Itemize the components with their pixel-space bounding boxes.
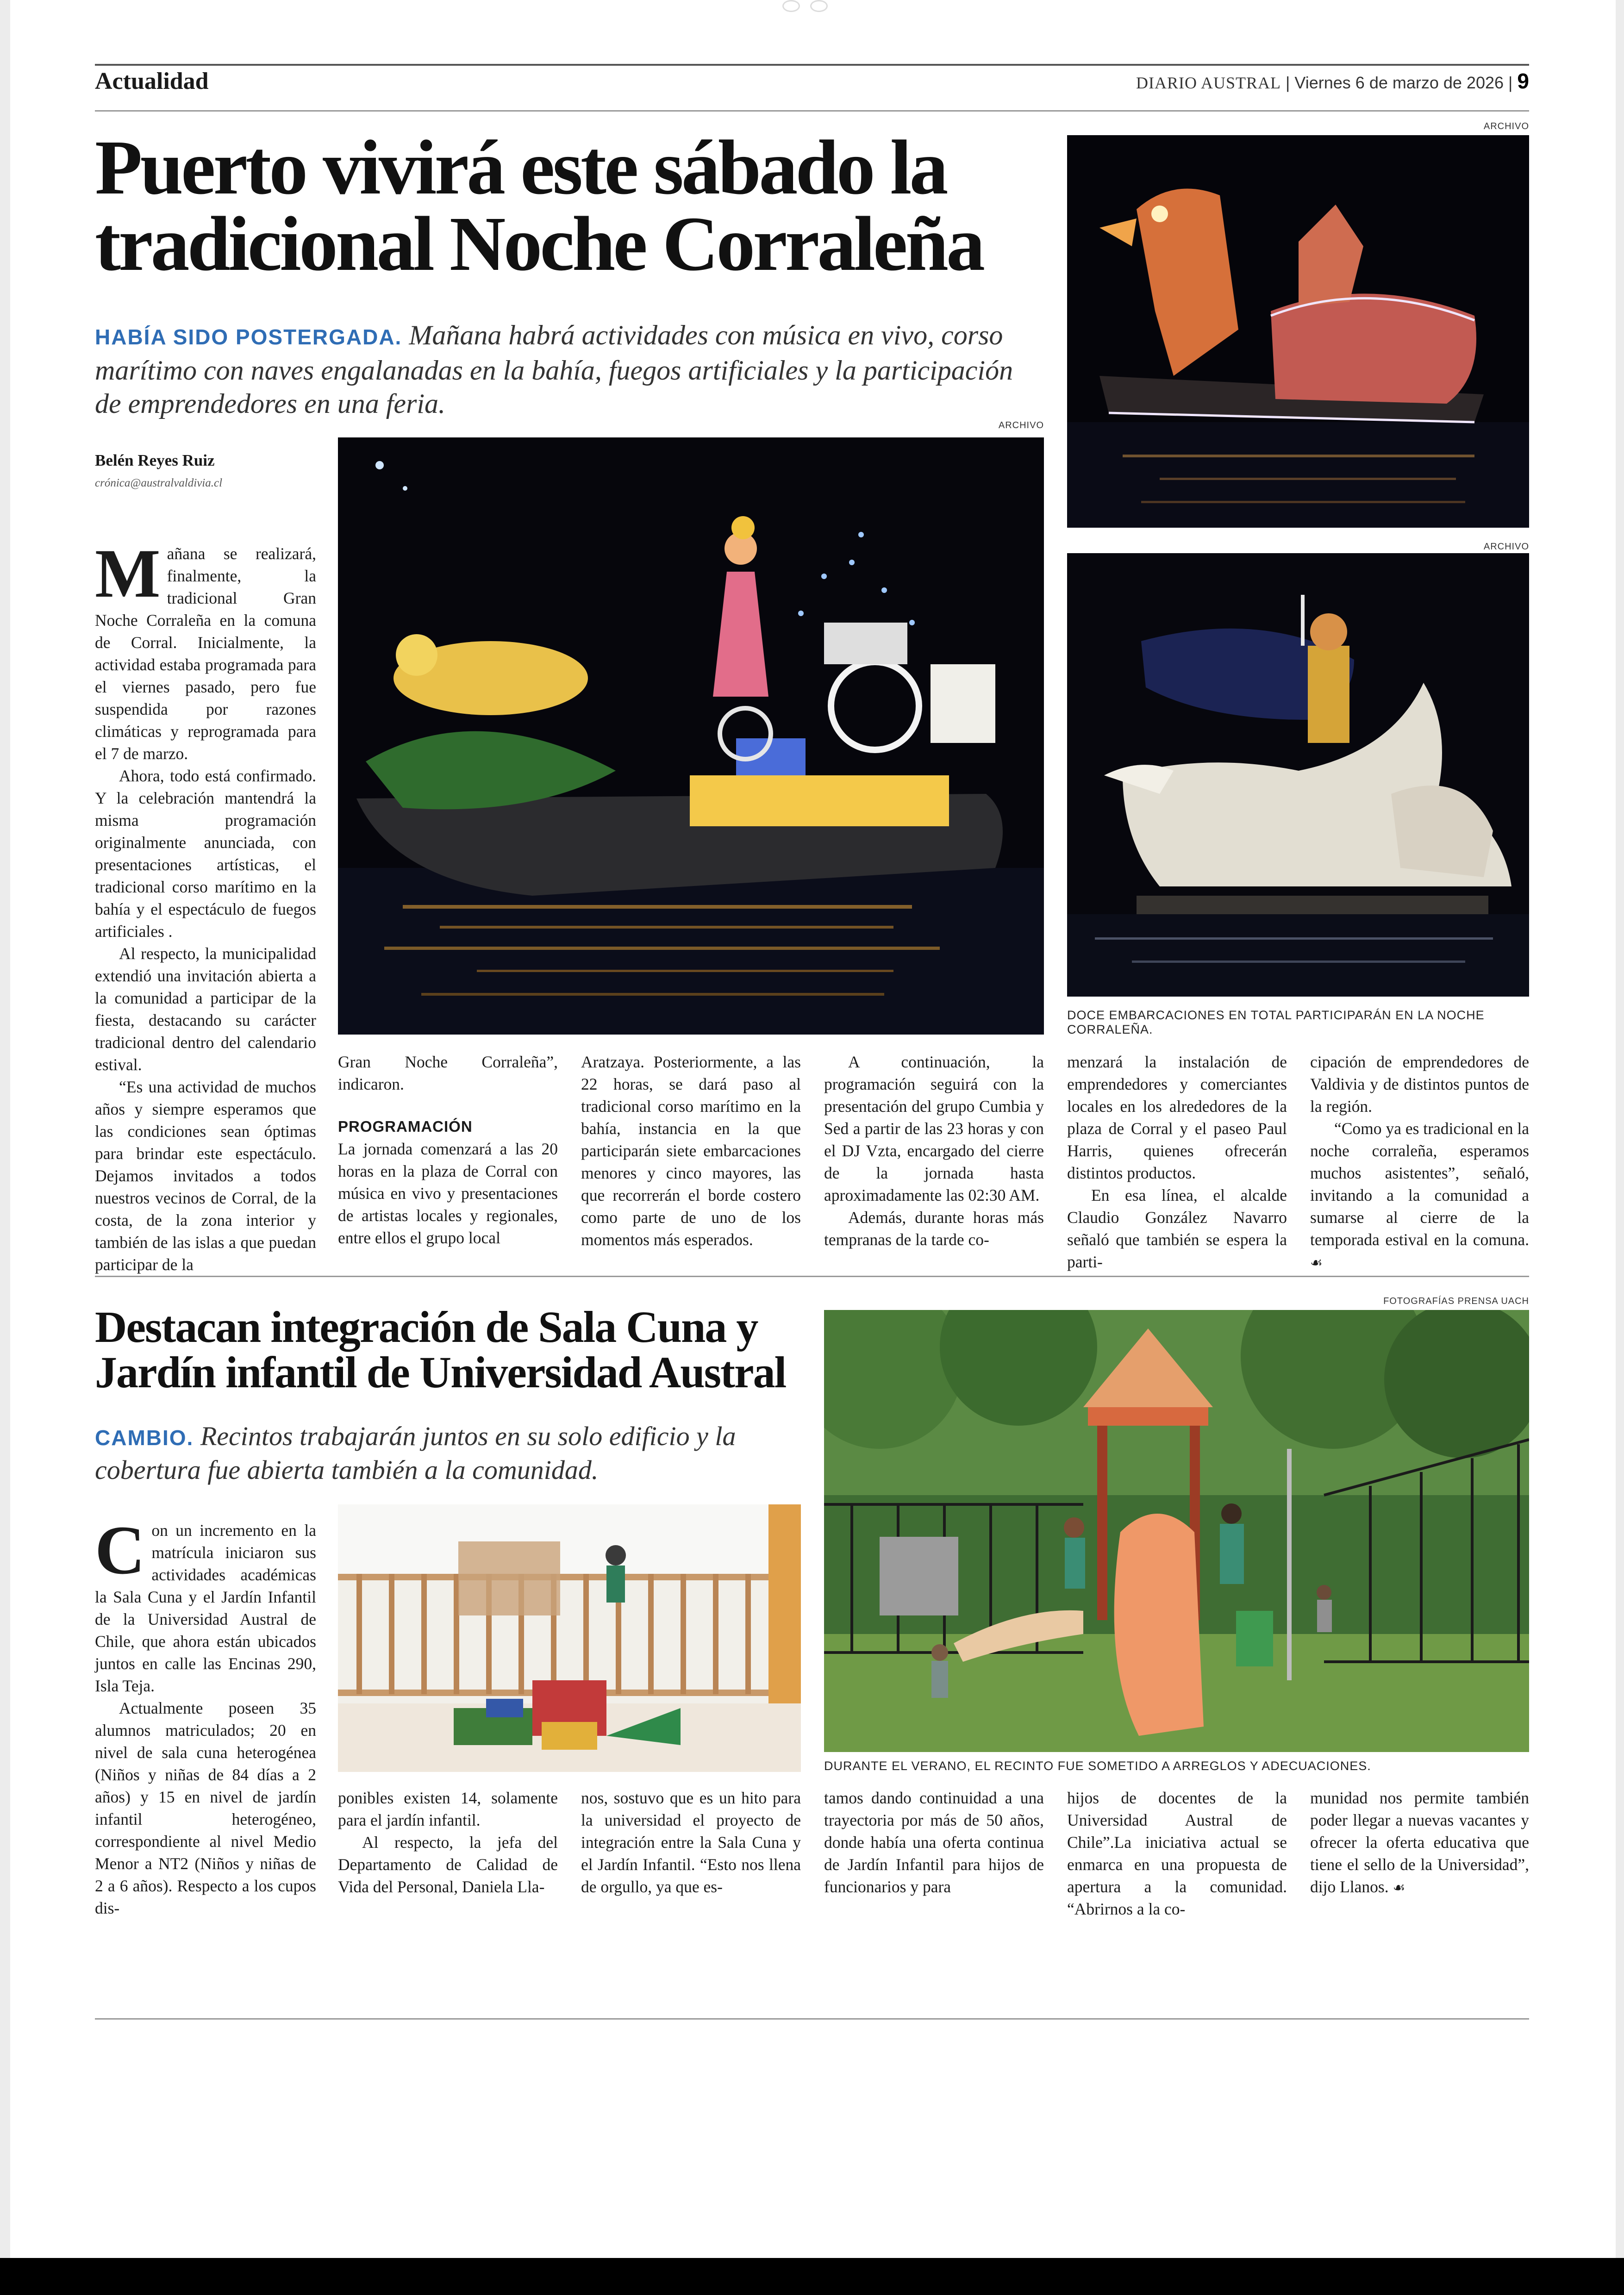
paragraph: Gran Noche Corraleña”, indicaron. xyxy=(338,1053,558,1093)
drop-cap: C xyxy=(95,1512,145,1589)
header-bottom-rule xyxy=(95,110,1529,112)
article-column-4 xyxy=(824,1787,1044,1898)
page-number: 9 xyxy=(1517,69,1529,93)
page-margin-right xyxy=(1616,0,1624,2268)
article-kicker: CAMBIO. xyxy=(95,1426,194,1450)
header-top-rule xyxy=(95,64,1529,66)
deck-text: Mañana habrá actividades con música en vivo, corso marítimo con naves engalanadas en la bahía, fuegos artificiales y la participación de emprendedores en una feria. xyxy=(95,320,1013,419)
photo-caption: DOCE EMBARCACIONES EN TOTAL PARTICIPARÁN EN LA NOCHE CORRALEÑA. xyxy=(1067,1008,1485,1036)
deck-text: Recintos trabajarán juntos en su solo edificio y la cobertura fue abierta también a la comunidad. xyxy=(95,1421,736,1485)
paragraph: hijos de docentes de la Universidad Austral de Chile”.La iniciativa actual se enmarca en una propuesta de apertura a la comunidad. “Abrirnos a la co- xyxy=(1067,1789,1287,1918)
masthead-separator: | xyxy=(1508,73,1513,92)
paragraph: nos, sostuvo que es un hito para la universidad el proyecto de integración entre la Sala Cuna y el Jardín Infantil. “Esto nos llena de orgullo, ya que es- xyxy=(581,1789,801,1896)
paper-name: DIARIO AUSTRAL xyxy=(1136,74,1281,92)
article-column-5 xyxy=(1067,1051,1287,1273)
photo-credit: ARCHIVO xyxy=(998,420,1044,430)
end-mark-icon: ☙ xyxy=(1393,1880,1405,1896)
dot-icon xyxy=(782,0,800,12)
masthead-separator: | xyxy=(1286,73,1290,92)
article-kicker: HABÍA SIDO POSTERGADA. xyxy=(95,325,402,349)
article-divider xyxy=(95,1276,1529,1277)
paragraph-text: munidad nos permite también poder llegar a nuevas vacantes y ofrecer la oferta educativa que tiene el sello de la Universidad”, dijo Llanos. xyxy=(1310,1789,1529,1896)
article-column-6 xyxy=(1310,1051,1529,1274)
boat-photo-bottom-right xyxy=(1067,553,1529,997)
paragraph: Ahora, todo está confirmado. Y la celebración mantendrá la misma programación originalmente anunciada, con presentaciones artísticas, el tradicional corso marítimo en la bahía y el espectáculo de fuegos artificiales . xyxy=(95,767,316,941)
article-column-2 xyxy=(338,1051,558,1249)
article-deck xyxy=(95,1420,817,1486)
paragraph xyxy=(1310,1787,1529,1899)
paragraph: cipación de emprendedores de Valdivia y de distintos puntos de la región. xyxy=(1310,1053,1529,1116)
classroom-photo-image xyxy=(338,1504,801,1772)
boat-photo-bottom-right-image xyxy=(1067,553,1529,997)
paragraph-text: on un incremento en la matrícula iniciaron sus actividades académicas la Sala Cuna y el Jardín Infantil de la Universidad Austral de Chile, que ahora están ubicados juntos en calle las Encinas 290, Isla Teja. xyxy=(95,1521,316,1695)
article-column-2 xyxy=(338,1787,558,1898)
page-margin-left xyxy=(0,0,10,2268)
article-column-5 xyxy=(1067,1787,1287,1920)
article-deck xyxy=(95,318,1044,420)
paragraph: Además, durante horas más tempranas de la tarde co- xyxy=(824,1208,1044,1249)
dot-icon xyxy=(810,0,828,12)
end-mark-icon: ☙ xyxy=(1310,1255,1323,1271)
paragraph xyxy=(1310,1117,1529,1274)
paragraph: “Es una actividad de muchos años y siempre esperamos que las condiciones sean óptimas para brindar este espectáculo. Dejamos invitados a todos nuestros vecinos de Corral, de la costa, de la zona interior y también de las islas a que puedan participar de la xyxy=(95,1078,316,1274)
paragraph: A continuación, la programación seguirá con la presentación del grupo Cumbia y Sed a partir de las 23 horas y con el DJ Vzta, encargado del cierre de la jornada hasta aproximadamente las 02:30 AM. xyxy=(824,1053,1044,1204)
photo-caption: DURANTE EL VERANO, EL RECINTO FUE SOMETIDO A ARREGLOS Y ADECUACIONES. xyxy=(824,1759,1371,1773)
boat-photo-main-image xyxy=(338,437,1044,1035)
playground-photo-image xyxy=(824,1310,1529,1752)
paragraph-text: “Como ya es tradicional en la noche corraleña, esperamos muchos asistentes”, señaló, invitando a la comunidad a sumarse al cierre de la temporada estival en la comuna. xyxy=(1310,1119,1529,1249)
section-label: Actualidad xyxy=(95,68,209,94)
boat-photo-top-right xyxy=(1067,135,1529,528)
boat-photo-main xyxy=(338,437,1044,1035)
photo-credit: ARCHIVO xyxy=(1483,542,1529,552)
paragraph xyxy=(95,1512,316,1697)
playground-photo xyxy=(824,1310,1529,1752)
section-subhead: PROGRAMACIÓN xyxy=(338,1118,473,1135)
photo-credit: ARCHIVO xyxy=(1483,121,1529,131)
article-headline: Puerto vivirá este sábado la tradicional Noche Corraleña xyxy=(95,125,983,287)
drop-cap: M xyxy=(95,535,161,612)
author-name: Belén Reyes Ruiz xyxy=(95,451,215,469)
article-column-3 xyxy=(581,1051,801,1251)
photo-credit: FOTOGRAFÍAS PRENSA UACH xyxy=(1383,1296,1529,1306)
boat-photo-top-right-image xyxy=(1067,135,1529,528)
paragraph: Aratzaya. Posteriormente, a las 22 horas, se dará paso al tradicional corso marítimo en la bahía, instancia en la que participarán siete embarcaciones menores y cinco mayores, las que recorrerán el borde costero como parte de uno de los momentos más esperados. xyxy=(581,1053,801,1249)
article-column-4 xyxy=(824,1051,1044,1251)
paragraph: Al respecto, la jefa del Departamento de Calidad de Vida del Personal, Daniela Lla- xyxy=(338,1833,558,1896)
paragraph-text: añana se realizará, finalmente, la tradicional Gran Noche Corraleña en la comuna de Corral. Inicialmente, la actividad estaba programada para el viernes pasado, pero fue suspendida por razones climáticas y reprogramada para el 7 de marzo. xyxy=(95,544,316,763)
paragraph: ponibles existen 14, solamente para el jardín infantil. xyxy=(338,1789,558,1829)
paragraph: tamos dando continuidad a una trayectoria por más de 50 años, donde había una oferta continua de Jardín Infantil para hijos de funcionarios y para xyxy=(824,1789,1044,1896)
masthead xyxy=(1136,69,1529,94)
article-headline: Destacan integración de Sala Cuna y Jardín infantil de Universidad Austral xyxy=(95,1302,786,1397)
issue-date: Viernes 6 de marzo de 2026 xyxy=(1294,73,1504,92)
author-email[interactable]: crónica@australvaldivia.cl xyxy=(95,477,223,489)
paragraph: Actualmente poseen 35 alumnos matriculados; 20 en nivel de sala cuna heterogénea (Niños y niñas de 84 días a 2 años) y 15 en nivel de jardín infantil heterogéneo, correspondiente al nivel Medio Menor a NT2 (Niños y niñas de 2 a 6 años). Respecto a los cupos dis- xyxy=(95,1699,316,1917)
paragraph: En esa línea, el alcalde Claudio González Navarro señaló que también se espera la parti- xyxy=(1067,1186,1287,1271)
paragraph: menzará la instalación de emprendedores y comerciantes locales en los alrededores de la plaza de Corral y el paseo Paul Harris, quienes ofrecerán distintos productos. xyxy=(1067,1053,1287,1182)
viewer-bottom-bar xyxy=(0,2258,1624,2295)
paragraph: Al respecto, la municipalidad extendió una invitación abierta a la comunidad a participar de la fiesta, destacando su carácter tradicional dentro del calendario estival. xyxy=(95,944,316,1074)
article-column-1 xyxy=(95,535,316,1276)
paragraph xyxy=(95,535,316,765)
article-column-1 xyxy=(95,1512,316,1919)
classroom-photo xyxy=(338,1504,801,1772)
article-column-6 xyxy=(1310,1787,1529,1899)
paragraph: La jornada comenzará a las 20 horas en la plaza de Corral con música en vivo y presentaciones de artistas locales y regionales, entre ellos el grupo local xyxy=(338,1140,558,1247)
page-bottom-rule xyxy=(95,2018,1529,2020)
page-indicator xyxy=(782,0,843,14)
article-column-3 xyxy=(581,1787,801,1898)
